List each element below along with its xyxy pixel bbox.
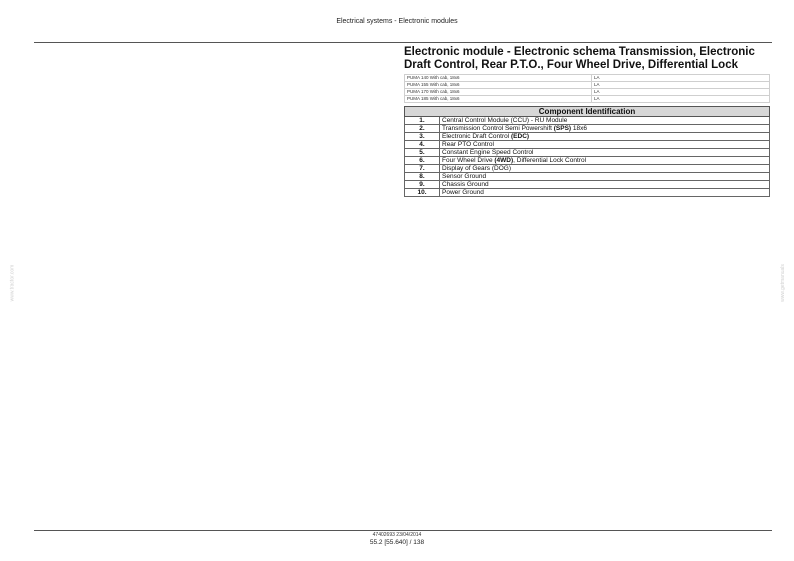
component-name: Constant Engine Speed Control — [440, 149, 770, 157]
footer-divider — [34, 530, 772, 531]
component-name: Electronic Draft Control (EDC) — [440, 133, 770, 141]
table-row — [405, 157, 770, 165]
component-number: 4. — [405, 141, 440, 149]
model-name: PUMA 140 With cab, 18x6 — [405, 75, 592, 82]
model-name: PUMA 155 With cab, 18x6 — [405, 82, 592, 89]
table-row — [405, 117, 770, 125]
page-title: Electronic module - Electronic schema Transmission, Electronic Draft Control, Rear P.T.O., Four Wheel Drive, Differential Lock — [404, 46, 755, 71]
model-name: PUMA 170 With cab, 18x6 — [405, 89, 592, 96]
table-row — [405, 96, 770, 103]
table-row — [405, 165, 770, 173]
model-code: LA — [592, 82, 770, 89]
component-number: 7. — [405, 165, 440, 173]
left-watermark: www.tractor.com — [9, 264, 16, 302]
component-name: Sensor Ground — [440, 173, 770, 181]
table-row — [405, 89, 770, 96]
table-row — [405, 149, 770, 157]
component-name: Four Wheel Drive (4WD), Differential Lock Control — [440, 157, 770, 165]
component-number: 8. — [405, 173, 440, 181]
component-name: Display of Gears (DOG) — [440, 165, 770, 173]
model-code: LA — [592, 96, 770, 103]
component-number: 3. — [405, 133, 440, 141]
right-watermark: www.getmanuals — [779, 264, 786, 302]
header-divider — [34, 42, 772, 43]
component-number: 9. — [405, 181, 440, 189]
table-heading: Component Identification — [405, 107, 770, 117]
component-number: 5. — [405, 149, 440, 157]
table-row — [405, 173, 770, 181]
component-number: 1. — [405, 117, 440, 125]
model-applicability-table — [404, 74, 770, 103]
component-number: 6. — [405, 157, 440, 165]
model-name: PUMA 185 With cab, 18x6 — [405, 96, 592, 103]
component-name: Transmission Control Semi Powershift (SPS) 18x6 — [440, 125, 770, 133]
component-name: Central Control Module (CCU) - RU Module — [440, 117, 770, 125]
component-number: 10. — [405, 189, 440, 197]
component-name: Chassis Ground — [440, 181, 770, 189]
page-number: 55.2 [55.640] / 138 — [369, 539, 425, 546]
model-code: LA — [592, 75, 770, 82]
component-number: 2. — [405, 125, 440, 133]
table-row — [405, 141, 770, 149]
table-row — [405, 82, 770, 89]
component-name: Rear PTO Control — [440, 141, 770, 149]
table-row — [405, 189, 770, 197]
model-code: LA — [592, 89, 770, 96]
component-identification-table — [404, 106, 770, 197]
table-row — [405, 125, 770, 133]
table-row — [405, 181, 770, 189]
table-row — [405, 75, 770, 82]
component-name: Power Ground — [440, 189, 770, 197]
document-code: 47402693 23/04/2014 — [372, 532, 422, 538]
page-header: Electrical systems - Electronic modules — [336, 18, 458, 25]
table-row — [405, 133, 770, 141]
